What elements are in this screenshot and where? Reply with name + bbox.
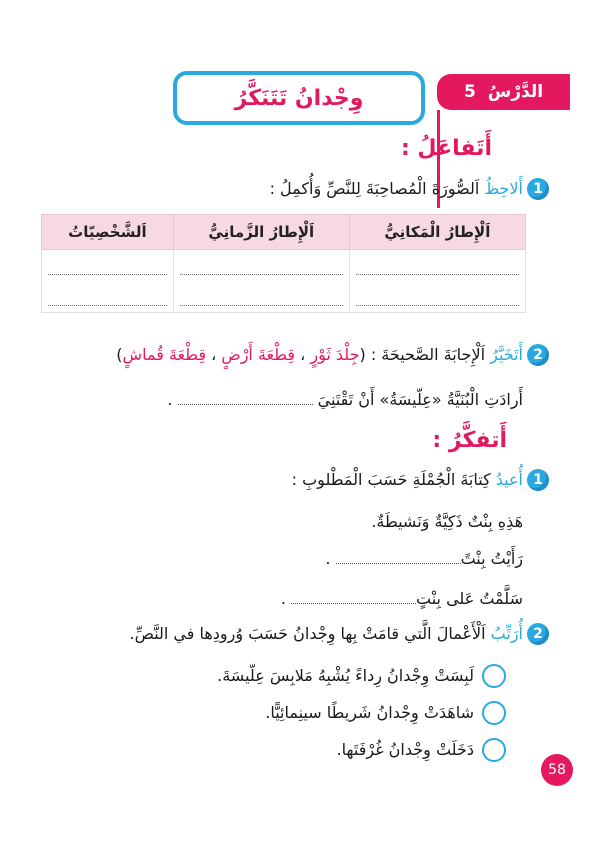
dotted-answer-line[interactable] <box>48 256 167 275</box>
answer-cell[interactable] <box>42 250 174 282</box>
dotted-answer-line[interactable] <box>356 256 519 275</box>
list-item: شاهَدَتْ وِجْدانُ شَريطًا سينِمائِيًّا. <box>265 703 474 722</box>
rewrite-line-1: رَأَيْتُ بِنْتً . <box>325 549 523 568</box>
order-circle[interactable] <box>482 664 506 688</box>
question-number-badge: 1 <box>527 178 549 200</box>
question-number-badge: 2 <box>527 623 549 645</box>
answer-cell[interactable] <box>349 281 525 313</box>
option-2[interactable]: قِطْعَةَ أَرْضٍ <box>221 345 296 364</box>
rewrite-line-2: سَلَّمْتُ عَلى بِنْتٍ . <box>280 589 523 608</box>
option-1[interactable]: جِلْدَ ثَوْرٍ <box>310 345 360 364</box>
question-number-badge: 2 <box>527 344 549 366</box>
sentence-start: رَأَيْتُ بِنْتً <box>460 549 523 568</box>
fill-sentence: أَرادَتِ الْبُنَيَّةُ «عِلّيسَةُ» أَنْ تَقْتَنِيَ . <box>167 390 523 409</box>
model-sentence: هَذِهِ بِنْتٌ ذَكِيَّةٌ وَنَشيطَةٌ. <box>371 512 523 531</box>
blank-answer[interactable] <box>336 563 461 564</box>
answer-cell[interactable] <box>173 281 349 313</box>
lesson-label: الدَّرْسُ <box>487 82 544 102</box>
answer-cell[interactable] <box>349 250 525 282</box>
question-instruction: كِتابَةَ الْجُمْلَةِ حَسَبَ الْمَطْلوبِ : <box>291 470 496 489</box>
table-row <box>42 281 526 313</box>
question-verb: أَلاحِظُ <box>484 179 523 198</box>
question-1-text <box>103 179 523 198</box>
lesson-number: 5 <box>463 82 476 102</box>
sentence-text: أَرادَتِ الْبُنَيَّةُ «عِلّيسَةُ» أَنْ تَقْتَنِيَ <box>317 390 523 409</box>
section-heading-interact: أَتَفاعَلُ : <box>400 136 492 161</box>
question-instruction: اَلْأَعْمالَ الَّتي قامَتْ بِها وِجْدانُ حَسَبَ وُرودِها في النَّصِّ. <box>129 624 491 643</box>
option-3[interactable]: قِطْعَةَ قُماشٍ <box>122 345 207 364</box>
list-item: دَخَلَتْ وِجْدانُ غُرْفَتَها. <box>336 740 474 759</box>
bracket-close: ) <box>116 345 123 364</box>
blank-answer[interactable] <box>291 603 416 604</box>
think-question-2-text <box>43 624 523 643</box>
table-header-characters: اَلشَّخْصِيّاتُ <box>42 215 174 250</box>
section-heading-think: أَتفكَّرُ : <box>432 428 507 453</box>
lesson-title: وِجْدانُ تَتَنَكَّرُ <box>234 85 364 111</box>
question-verb: أُرَتِّبُ <box>490 624 523 643</box>
question-instruction: اَلصُّورَةَ الْمُصاحِبَةَ لِلنَّصِّ وَأُكمِلُ : <box>269 179 485 198</box>
question-2-text: أَتَخَيَّرُ اَلْإِجابَةَ الصَّحيحَةَ : (جِلْدَ ثَوْرٍ ، قِطْعَةَ أَرْضٍ ، قِطْعَةَ قُماشٍ) <box>116 345 523 364</box>
lesson-tab <box>437 74 570 110</box>
order-circle[interactable] <box>482 701 506 725</box>
answer-cell[interactable] <box>42 281 174 313</box>
table-header-time: اَلْإِطارُ الزَّمانِيُّ <box>173 215 349 250</box>
dotted-answer-line[interactable] <box>48 287 167 306</box>
table-header-row <box>42 215 526 250</box>
order-circle[interactable] <box>482 738 506 762</box>
frame-table <box>41 214 526 313</box>
dotted-answer-line[interactable] <box>180 256 343 275</box>
lesson-title-box <box>173 71 425 125</box>
blank-answer[interactable] <box>178 404 313 405</box>
dotted-answer-line[interactable] <box>180 287 343 306</box>
table-header-place: اَلْإِطارُ الْمَكانِيُّ <box>349 215 525 250</box>
answer-cell[interactable] <box>173 250 349 282</box>
table-row <box>42 250 526 282</box>
question-verb: أَتَخَيَّرُ <box>490 345 523 364</box>
think-question-1-text <box>103 470 523 489</box>
question-instruction: اَلْإِجابَةَ الصَّحيحَةَ : ( <box>359 345 491 364</box>
list-item: لَبِسَتْ وِجْدانُ رِداءً يُشْبِهُ مَلابِسَ عِلّيسَةَ. <box>217 666 474 685</box>
page-number: 58 <box>541 754 573 786</box>
question-verb: أُعيدُ <box>495 470 523 489</box>
question-number-badge: 1 <box>527 469 549 491</box>
sentence-start: سَلَّمْتُ عَلى بِنْتٍ <box>415 589 523 608</box>
dotted-answer-line[interactable] <box>356 287 519 306</box>
